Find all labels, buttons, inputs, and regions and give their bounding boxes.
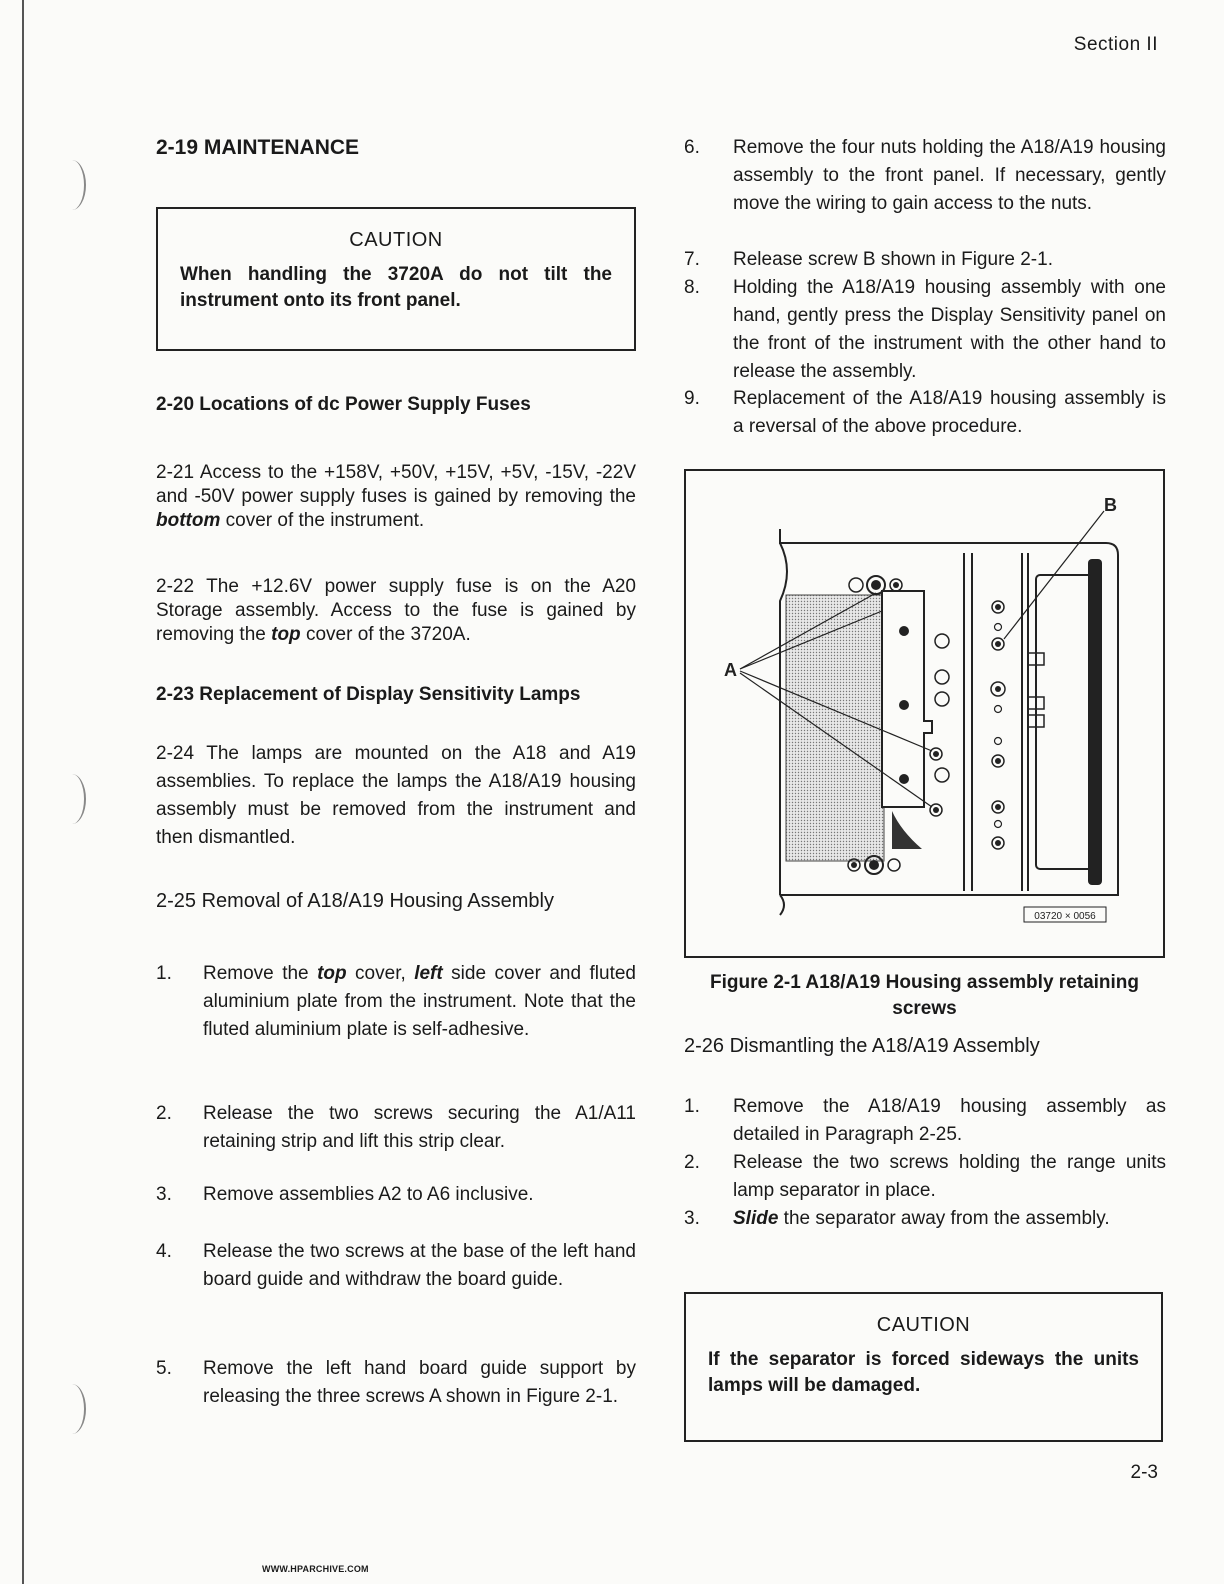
punch-hole-middle <box>58 774 86 824</box>
figure-caption: Figure 2-1 A18/A19 Housing assembly retaining screws <box>709 972 1140 1019</box>
emphasis: left <box>414 963 443 984</box>
section-label: Section II <box>1073 34 1158 55</box>
list-number: 4. <box>156 1241 172 1262</box>
paragraph-2-22 <box>156 575 636 647</box>
heading-2-20: 2-20 Locations of dc Power Supply Fuses <box>156 394 531 415</box>
list-item <box>156 960 636 1072</box>
footer-site: WWW.HPARCHIVE.COM <box>262 1564 369 1574</box>
page-binding-edge <box>22 0 24 1584</box>
heading-2-23: 2-23 Replacement of Display Sensitivity Lamps <box>156 684 581 705</box>
emphasis: bottom <box>156 510 221 531</box>
page-number: 2-3 <box>1130 1462 1158 1483</box>
list-text: Remove the four nuts holding the A18/A19 housing assembly to the front panel. If necessary, gently move the wiring to gain access to the nuts. <box>733 137 1166 214</box>
heading-2-26: 2-26 Dismantling the A18/A19 Assembly <box>684 1035 1040 1057</box>
list-item <box>684 274 1166 386</box>
list-item <box>684 246 1166 274</box>
list-text: Release the two screws at the base of the left hand board guide and withdraw the board guide. <box>203 1241 636 1290</box>
emphasis: Slide <box>733 1208 779 1229</box>
list-text <box>203 960 636 1044</box>
caution-box-1 <box>156 207 636 351</box>
heading-2-19: 2-19 MAINTENANCE <box>156 136 360 159</box>
caution-title: CAUTION <box>876 1314 971 1336</box>
label-b: B <box>1104 495 1117 515</box>
text: side cover and fluted aluminium plate from the instrument. Note that the fluted aluminium plate is self-adhesive. <box>203 963 636 1040</box>
paragraph-2-24: 2-24 The lamps are mounted on the A18 and A19 assemblies. To replace the lamps the A18/A19 housing assembly must be removed from the instrument and then dismantled. <box>156 743 636 848</box>
list-item <box>156 1355 636 1441</box>
caution-text: If the separator is forced sideways the units lamps will be damaged. <box>708 1349 1139 1396</box>
list-number: 8. <box>684 277 700 298</box>
list-text: Remove the A18/A19 housing assembly as detailed in Paragraph 2-25. <box>733 1096 1166 1145</box>
paragraph-2-21 <box>156 461 636 533</box>
punch-hole-bottom <box>58 1384 86 1434</box>
text: cover, <box>346 963 415 984</box>
list-item <box>684 1149 1166 1205</box>
list-number: 3. <box>684 1208 700 1229</box>
list-number: 7. <box>684 249 700 270</box>
para-text: cover of the 3720A. <box>300 624 471 645</box>
list-number: 1. <box>156 963 172 984</box>
list-text: Replacement of the A18/A19 housing assembly is a reversal of the above procedure. <box>733 388 1166 437</box>
list-text: Remove the left hand board guide support by releasing the three screws A shown in Figure 2-1. <box>203 1358 636 1407</box>
caution-box-2 <box>684 1292 1163 1442</box>
list-item <box>156 1181 636 1211</box>
emphasis: top <box>317 963 347 984</box>
para-text: 2-22 The +12.6V power supply fuse is on the A20 Storage assembly. Access to the fuse is gained by removing the <box>156 576 636 645</box>
list-item <box>684 385 1166 441</box>
list-text: Release the two screws securing the A1/A11 retaining strip and lift this strip clear. <box>203 1103 636 1152</box>
list-item <box>156 1238 636 1324</box>
list-number: 1. <box>684 1096 700 1117</box>
punch-hole-top <box>58 160 86 210</box>
list-text: Remove assemblies A2 to A6 inclusive. <box>203 1184 534 1205</box>
list-text: Release screw B shown in Figure 2-1. <box>733 249 1053 270</box>
list-text: Holding the A18/A19 housing assembly with one hand, gently press the Display Sensitivity panel on the front of the instrument with the other hand to release the assembly. <box>733 277 1166 382</box>
caution-text: When handling the 3720A do not tilt the instrument onto its front panel. <box>180 264 612 311</box>
list-item <box>684 1093 1166 1149</box>
list-number: 2. <box>684 1152 700 1173</box>
list-item <box>684 1205 1166 1233</box>
caution-title: CAUTION <box>349 229 443 251</box>
list-number: 5. <box>156 1358 172 1379</box>
list-number: 2. <box>156 1103 172 1124</box>
para-text: 2-21 Access to the +158V, +50V, +15V, +5V, -15V, -22V and -50V power supply fuses is gained by removing the <box>156 462 636 507</box>
list-number: 9. <box>684 388 700 409</box>
label-a: A <box>724 660 737 680</box>
housing-assembly-diagram <box>686 471 1163 956</box>
text: Remove the <box>203 963 318 984</box>
heading-2-25: 2-25 Removal of A18/A19 Housing Assembly <box>156 890 554 912</box>
figure-2-1 <box>684 469 1165 958</box>
list-item <box>684 134 1166 246</box>
list-text: Release the two screws holding the range units lamp separator in place. <box>733 1152 1166 1201</box>
text: the separator away from the assembly. <box>778 1208 1110 1229</box>
figure-ref: 03720 × 0056 <box>1034 911 1096 922</box>
list-number: 3. <box>156 1184 172 1205</box>
list-number: 6. <box>684 137 700 158</box>
list-item <box>156 1100 636 1160</box>
para-text: cover of the instrument. <box>220 510 425 531</box>
emphasis: top <box>271 624 301 645</box>
list-text <box>733 1205 1166 1233</box>
